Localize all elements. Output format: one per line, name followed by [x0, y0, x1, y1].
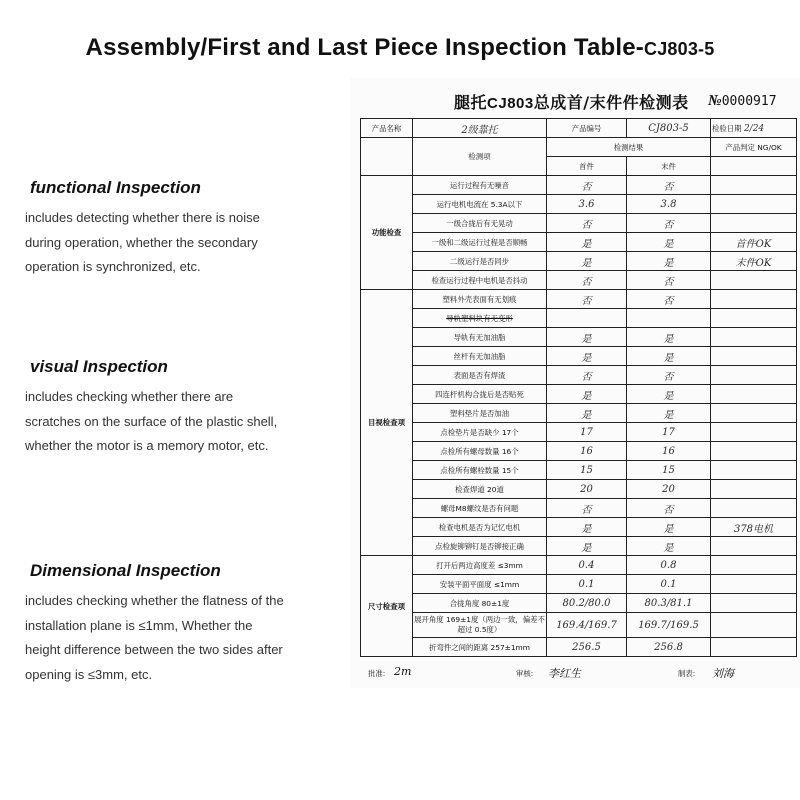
verdict-note: 378电机: [711, 518, 797, 537]
signature-row: [368, 665, 798, 684]
verdict-note: [711, 480, 797, 499]
inspection-item: 检查焊道 20道: [413, 480, 547, 499]
table-row: [361, 461, 797, 480]
verdict-note: [711, 385, 797, 404]
inspection-item: 塑料垫片是否加油: [413, 404, 547, 423]
table-row: [361, 309, 797, 328]
last-piece-result: 是: [627, 537, 711, 556]
first-piece-result: 256.5: [547, 638, 627, 657]
last-piece-result: 是: [627, 385, 711, 404]
inspection-item: 表面是否有焊渣: [413, 366, 547, 385]
section-body: includes checking whether the flatness of the installation plane is ≤1mm, Whether the height difference between the two sides after opening is ≤3mm, etc.: [25, 593, 284, 682]
last-piece-result: 256.8: [627, 638, 711, 657]
last-piece-result: 是: [627, 252, 711, 271]
last-piece-result: 否: [627, 214, 711, 233]
category-label: 功能检查: [361, 176, 413, 290]
inspection-item: 螺母M8螺纹是否有问题: [413, 499, 547, 518]
first-piece-result: 否: [547, 499, 627, 518]
first-piece-result: 是: [547, 233, 627, 252]
verdict-note: [711, 594, 797, 613]
first-piece-result: 否: [547, 290, 627, 309]
verdict-note: [711, 638, 797, 657]
inspection-item: 打开后两边高度差 ≤3mm: [413, 556, 547, 575]
last-piece-result: 否: [627, 176, 711, 195]
first-piece-result: 是: [547, 347, 627, 366]
table-row: [361, 613, 797, 638]
approve-signature: 2m: [394, 665, 412, 678]
inspection-item: 四连杆机构合拢后是否贴死: [413, 385, 547, 404]
first-piece-result: 是: [547, 328, 627, 347]
inspection-item: 折弯件之间的距离 257±1mm: [413, 638, 547, 657]
product-code-label: 产品编号: [547, 119, 627, 138]
first-piece-result: [547, 309, 627, 328]
first-piece-result: 是: [547, 385, 627, 404]
last-piece-result: 是: [627, 233, 711, 252]
table-row: [361, 290, 797, 309]
section-body: includes checking whether there are scratches on the surface of the plastic shell, whether the motor is a memory motor, etc.: [25, 389, 278, 453]
dimensional-inspection-section: [24, 561, 289, 687]
inspection-item: 展开角度 169±1度（两边一致，偏差不超过 0.5度）: [413, 613, 547, 638]
verdict-note: [711, 575, 797, 594]
last-piece-result: 否: [627, 366, 711, 385]
section-heading: functional Inspection: [30, 178, 201, 197]
first-piece-result: 否: [547, 176, 627, 195]
first-piece-result: 15: [547, 461, 627, 480]
last-piece-result: 80.3/81.1: [627, 594, 711, 613]
review-signature: 李红生: [548, 667, 581, 680]
inspection-sheet-photo: [350, 78, 800, 688]
last-piece-result: [627, 309, 711, 328]
verdict-note: [711, 404, 797, 423]
first-piece-result: 169.4/169.7: [547, 613, 627, 638]
serial-symbol: №: [708, 93, 722, 109]
inspection-table: [360, 118, 797, 657]
serial-number: [708, 93, 777, 110]
approve-label: 批准:: [368, 669, 386, 678]
last-piece-result: 17: [627, 423, 711, 442]
first-piece-result: 是: [547, 404, 627, 423]
verdict-note: [711, 290, 797, 309]
first-piece-header: 首件: [547, 157, 627, 176]
inspection-item: 一级合拢后有无晃动: [413, 214, 547, 233]
verdict-note: [711, 499, 797, 518]
table-row: [361, 385, 797, 404]
first-piece-result: 80.2/80.0: [547, 594, 627, 613]
table-row: [361, 404, 797, 423]
inspection-item: 点检所有螺栓数量 15个: [413, 461, 547, 480]
section-body: includes detecting whether there is noise during operation, whether the secondary operation is synchronized, etc.: [25, 210, 260, 274]
verdict-note: [711, 271, 797, 290]
table-row: [361, 252, 797, 271]
table-row: [361, 499, 797, 518]
prepare-label: 制表:: [678, 669, 696, 678]
verdict-note: [711, 214, 797, 233]
first-piece-result: 否: [547, 366, 627, 385]
last-piece-result: 否: [627, 271, 711, 290]
table-row: [361, 214, 797, 233]
verdict-note: [711, 537, 797, 556]
product-code-value: CJ803-5: [627, 119, 711, 138]
inspection-item: 点检所有螺母数量 16个: [413, 442, 547, 461]
sheet-title: [454, 90, 689, 113]
date-label: 检验日期: [712, 123, 742, 133]
table-row: [361, 594, 797, 613]
category-label: 目视检查项: [361, 290, 413, 556]
table-row: [361, 195, 797, 214]
sheet-title-prefix: 腿托: [454, 93, 488, 112]
prepare-signature: 刘海: [712, 667, 734, 680]
last-piece-result: 0.1: [627, 575, 711, 594]
verdict-note: [711, 461, 797, 480]
inspection-item: 丝杆有无加油脂: [413, 347, 547, 366]
header-row-1: [361, 119, 797, 138]
last-piece-result: 0.8: [627, 556, 711, 575]
table-row: [361, 537, 797, 556]
inspection-item: 检查运行过程中电机是否抖动: [413, 271, 547, 290]
verdict-header: 产品判定 NG/OK: [711, 138, 797, 157]
inspection-item: 一级和二级运行过程是否顺畅: [413, 233, 547, 252]
blank-cell: [361, 138, 413, 176]
functional-inspection-section: [24, 178, 289, 280]
table-row: [361, 233, 797, 252]
last-piece-result: 是: [627, 328, 711, 347]
table-row: [361, 556, 797, 575]
first-piece-result: 0.1: [547, 575, 627, 594]
product-name-value: 2级靠托: [413, 119, 547, 138]
blank-cell: [711, 157, 797, 176]
table-row: [361, 442, 797, 461]
verdict-note: 末件OK: [711, 252, 797, 271]
inspection-item: 塑料外壳表面有无划痕: [413, 290, 547, 309]
product-name-label: 产品名称: [361, 119, 413, 138]
category-label: 尺寸检查项: [361, 556, 413, 657]
page-title-suffix: CJ803-5: [644, 39, 715, 59]
first-piece-result: 是: [547, 518, 627, 537]
visual-inspection-section: [24, 357, 289, 459]
serial-value: 0000917: [721, 94, 777, 109]
first-piece-result: 3.6: [547, 195, 627, 214]
table-row: [361, 480, 797, 499]
verdict-note: [711, 613, 797, 638]
table-row: [361, 518, 797, 537]
last-piece-header: 末件: [627, 157, 711, 176]
verdict-note: [711, 328, 797, 347]
inspection-item: 二级运行是否同步: [413, 252, 547, 271]
last-piece-result: 15: [627, 461, 711, 480]
inspection-item: 导轨有无加油脂: [413, 328, 547, 347]
inspection-item: 导轨塑料块有无变形: [413, 309, 547, 328]
verdict-note: [711, 176, 797, 195]
inspection-item: 点检旋铆铆钉是否铆接正确: [413, 537, 547, 556]
last-piece-result: 20: [627, 480, 711, 499]
verdict-note: [711, 347, 797, 366]
last-piece-result: 是: [627, 404, 711, 423]
sheet-title-suffix: 总成首/末件件检测表: [533, 93, 689, 112]
table-row: [361, 347, 797, 366]
first-piece-result: 是: [547, 252, 627, 271]
table-row: [361, 176, 797, 195]
last-piece-result: 否: [627, 290, 711, 309]
inspection-item: 安装平面平面度 ≤1mm: [413, 575, 547, 594]
first-piece-result: 17: [547, 423, 627, 442]
first-piece-result: 否: [547, 214, 627, 233]
sheet-title-model: CJ803: [487, 95, 534, 112]
verdict-note: [711, 423, 797, 442]
last-piece-result: 3.8: [627, 195, 711, 214]
table-row: [361, 328, 797, 347]
last-piece-result: 是: [627, 518, 711, 537]
first-piece-result: 0.4: [547, 556, 627, 575]
review-label: 审核:: [516, 669, 534, 678]
header-row-2: [361, 138, 797, 157]
inspection-item: 点检垫片是否缺少 17个: [413, 423, 547, 442]
item-header: 检测项: [413, 138, 547, 176]
result-header: 检测结果: [547, 138, 711, 157]
verdict-note: [711, 556, 797, 575]
page-title: [0, 34, 800, 62]
section-heading: Dimensional Inspection: [30, 561, 221, 580]
section-heading: visual Inspection: [30, 357, 168, 376]
inspection-item: 检查电机是否为记忆电机: [413, 518, 547, 537]
table-row: [361, 366, 797, 385]
first-piece-result: 是: [547, 537, 627, 556]
table-row: [361, 423, 797, 442]
inspection-item: 合拢角度 80±1度: [413, 594, 547, 613]
table-row: [361, 575, 797, 594]
table-row: [361, 271, 797, 290]
last-piece-result: 否: [627, 499, 711, 518]
page-title-text: Assembly/First and Last Piece Inspection Table-: [85, 34, 644, 61]
inspection-item: 运行电机电流在 5.3A以下: [413, 195, 547, 214]
first-piece-result: 否: [547, 271, 627, 290]
first-piece-result: 16: [547, 442, 627, 461]
last-piece-result: 16: [627, 442, 711, 461]
verdict-note: 首件OK: [711, 233, 797, 252]
last-piece-result: 是: [627, 347, 711, 366]
table-row: [361, 638, 797, 657]
inspection-item: 运行过程有无噪音: [413, 176, 547, 195]
last-piece-result: 169.7/169.5: [627, 613, 711, 638]
verdict-note: [711, 195, 797, 214]
first-piece-result: 20: [547, 480, 627, 499]
verdict-note: [711, 309, 797, 328]
date-cell: [711, 119, 797, 138]
verdict-note: [711, 366, 797, 385]
date-value: 2/24: [743, 123, 765, 134]
verdict-note: [711, 442, 797, 461]
